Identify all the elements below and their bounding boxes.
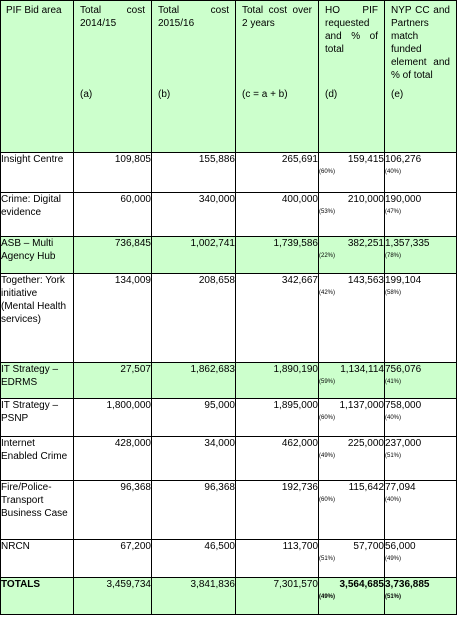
row-partner-value: 190,000 xyxy=(385,194,422,205)
row-pif-value: 159,415 xyxy=(347,154,384,165)
row-cost-b: 96,368 xyxy=(152,481,236,540)
row-area: Fire/Police-Transport Business Case xyxy=(1,481,74,540)
row-partner-pct: (51%) xyxy=(385,453,402,459)
row-pif-pct: (60%) xyxy=(319,497,336,503)
row-partner xyxy=(385,399,457,437)
row-pif xyxy=(319,237,385,274)
row-pif-pct: (60%) xyxy=(319,415,336,421)
row-cost-a: 60,000 xyxy=(74,193,152,237)
row-cost-a: 96,368 xyxy=(74,481,152,540)
header-col-a-label: Total cost 2014/15 xyxy=(80,5,145,29)
row-partner-pct: (49%) xyxy=(385,556,402,562)
row-cost-a: 67,200 xyxy=(74,540,152,578)
row-pif-value: 143,563 xyxy=(347,275,384,286)
table-row xyxy=(1,399,457,437)
table-row xyxy=(1,237,457,274)
row-cost-c: 113,700 xyxy=(236,540,319,578)
row-area: Internet Enabled Crime xyxy=(1,437,74,481)
row-area: IT Strategy – EDRMS xyxy=(1,363,74,399)
row-cost-b: 155,886 xyxy=(152,153,236,193)
totals-pif-pct: (49%) xyxy=(319,594,336,600)
row-partner xyxy=(385,481,457,540)
header-col-b-label: Total cost 2015/16 xyxy=(158,5,229,29)
row-pif-value: 115,642 xyxy=(348,482,384,493)
row-cost-b: 34,000 xyxy=(152,437,236,481)
header-col-a xyxy=(74,1,152,153)
header-area xyxy=(1,1,74,153)
header-col-c xyxy=(236,1,319,153)
row-cost-a: 1,800,000 xyxy=(74,399,152,437)
row-partner-value: 1,357,335 xyxy=(385,238,430,249)
row-partner xyxy=(385,437,457,481)
row-cost-a: 109,805 xyxy=(74,153,152,193)
row-partner-value: 756,076 xyxy=(385,364,422,375)
totals-partner-pct: (51%) xyxy=(385,594,402,600)
header-col-e xyxy=(385,1,457,153)
row-cost-c: 400,000 xyxy=(236,193,319,237)
row-pif-pct: (59%) xyxy=(319,379,336,385)
row-area: Together: York initiative (Mental Health services) xyxy=(1,274,74,363)
row-cost-b: 1,002,741 xyxy=(152,237,236,274)
row-partner-value: 199,104 xyxy=(385,275,422,286)
row-pif-pct: (22%) xyxy=(319,253,336,259)
row-pif xyxy=(319,274,385,363)
totals-pif xyxy=(319,578,385,615)
row-area: NRCN xyxy=(1,540,74,578)
header-ref-e: (e) xyxy=(391,89,404,100)
row-partner xyxy=(385,193,457,237)
row-partner-value: 237,000 xyxy=(385,438,422,449)
table-row xyxy=(1,363,457,399)
row-cost-c: 462,000 xyxy=(236,437,319,481)
totals-cost-b: 3,841,836 xyxy=(152,578,236,615)
row-partner-pct: (41%) xyxy=(385,379,402,385)
header-col-c-label: Total cost over 2 years xyxy=(242,5,312,29)
row-partner-pct: (40%) xyxy=(385,415,402,421)
row-pif xyxy=(319,363,385,399)
row-cost-c: 1,890,190 xyxy=(236,363,319,399)
row-cost-a: 27,507 xyxy=(74,363,152,399)
header-ref-b: (b) xyxy=(158,89,171,100)
row-cost-c: 1,739,586 xyxy=(236,237,319,274)
row-area: IT Strategy – PSNP xyxy=(1,399,74,437)
header-ref-c: (c = a + b) xyxy=(242,89,288,100)
row-pif xyxy=(319,540,385,578)
row-pif xyxy=(319,437,385,481)
header-col-b xyxy=(152,1,236,153)
row-partner-value: 758,000 xyxy=(385,400,422,411)
row-pif-pct: (49%) xyxy=(319,453,336,459)
row-partner-pct: (40%) xyxy=(385,497,402,503)
row-area: Insight Centre xyxy=(1,153,74,193)
row-pif-value: 1,137,000 xyxy=(339,400,384,411)
row-partner-value: 106,276 xyxy=(385,154,422,165)
row-pif-value: 225,000 xyxy=(347,438,384,449)
table-row xyxy=(1,437,457,481)
row-cost-a: 134,009 xyxy=(74,274,152,363)
row-cost-c: 342,667 xyxy=(236,274,319,363)
row-cost-b: 95,000 xyxy=(152,399,236,437)
row-area: ASB – Multi Agency Hub xyxy=(1,237,74,274)
row-pif xyxy=(319,153,385,193)
header-col-d xyxy=(319,1,385,153)
row-partner xyxy=(385,274,457,363)
table-row xyxy=(1,274,457,363)
header-ref-d: (d) xyxy=(325,89,338,100)
row-partner-pct: (78%) xyxy=(385,253,402,259)
header-row xyxy=(1,1,457,153)
row-pif xyxy=(319,193,385,237)
row-pif-value: 57,700 xyxy=(353,541,384,552)
row-partner xyxy=(385,237,457,274)
totals-cost-c: 7,301,570 xyxy=(236,578,319,615)
row-partner-pct: (58%) xyxy=(385,290,402,296)
row-partner xyxy=(385,153,457,193)
row-pif-value: 1,134,114 xyxy=(340,364,384,375)
row-partner-pct: (40%) xyxy=(385,169,402,175)
row-pif-pct: (51%) xyxy=(319,556,336,562)
row-cost-c: 265,691 xyxy=(236,153,319,193)
totals-partner xyxy=(385,578,457,615)
row-cost-b: 340,000 xyxy=(152,193,236,237)
row-pif-pct: (42%) xyxy=(319,290,336,296)
row-cost-b: 208,658 xyxy=(152,274,236,363)
row-partner-value: 77,094 xyxy=(385,482,416,493)
row-area: Crime: Digital evidence xyxy=(1,193,74,237)
table-row xyxy=(1,481,457,540)
row-pif-value: 382,251 xyxy=(347,238,384,249)
row-partner xyxy=(385,540,457,578)
row-pif-value: 210,000 xyxy=(347,194,384,205)
totals-cost-a: 3,459,734 xyxy=(74,578,152,615)
row-cost-b: 46,500 xyxy=(152,540,236,578)
header-col-d-label: HO PIF requested and % of total xyxy=(325,5,378,55)
row-pif xyxy=(319,399,385,437)
row-pif-pct: (60%) xyxy=(319,169,336,175)
row-pif xyxy=(319,481,385,540)
row-partner-value: 56,000 xyxy=(385,541,416,552)
header-area-label: PIF Bid area xyxy=(6,5,62,16)
row-cost-c: 1,895,000 xyxy=(236,399,319,437)
header-ref-a: (a) xyxy=(80,89,93,100)
row-cost-a: 736,845 xyxy=(74,237,152,274)
table-row xyxy=(1,153,457,193)
row-cost-c: 192,736 xyxy=(236,481,319,540)
header-col-e-label: NYP CC and Partners match funded element and % of total xyxy=(391,5,450,81)
totals-row xyxy=(1,578,457,615)
table-row xyxy=(1,540,457,578)
row-partner-pct: (47%) xyxy=(385,209,402,215)
totals-partner-value: 3,736,885 xyxy=(385,579,430,590)
row-cost-a: 428,000 xyxy=(74,437,152,481)
row-pif-pct: (53%) xyxy=(319,209,336,215)
totals-label: TOTALS xyxy=(1,578,74,615)
table-row xyxy=(1,193,457,237)
row-partner xyxy=(385,363,457,399)
row-cost-b: 1,862,683 xyxy=(152,363,236,399)
totals-pif-value: 3,564,685 xyxy=(339,579,384,590)
